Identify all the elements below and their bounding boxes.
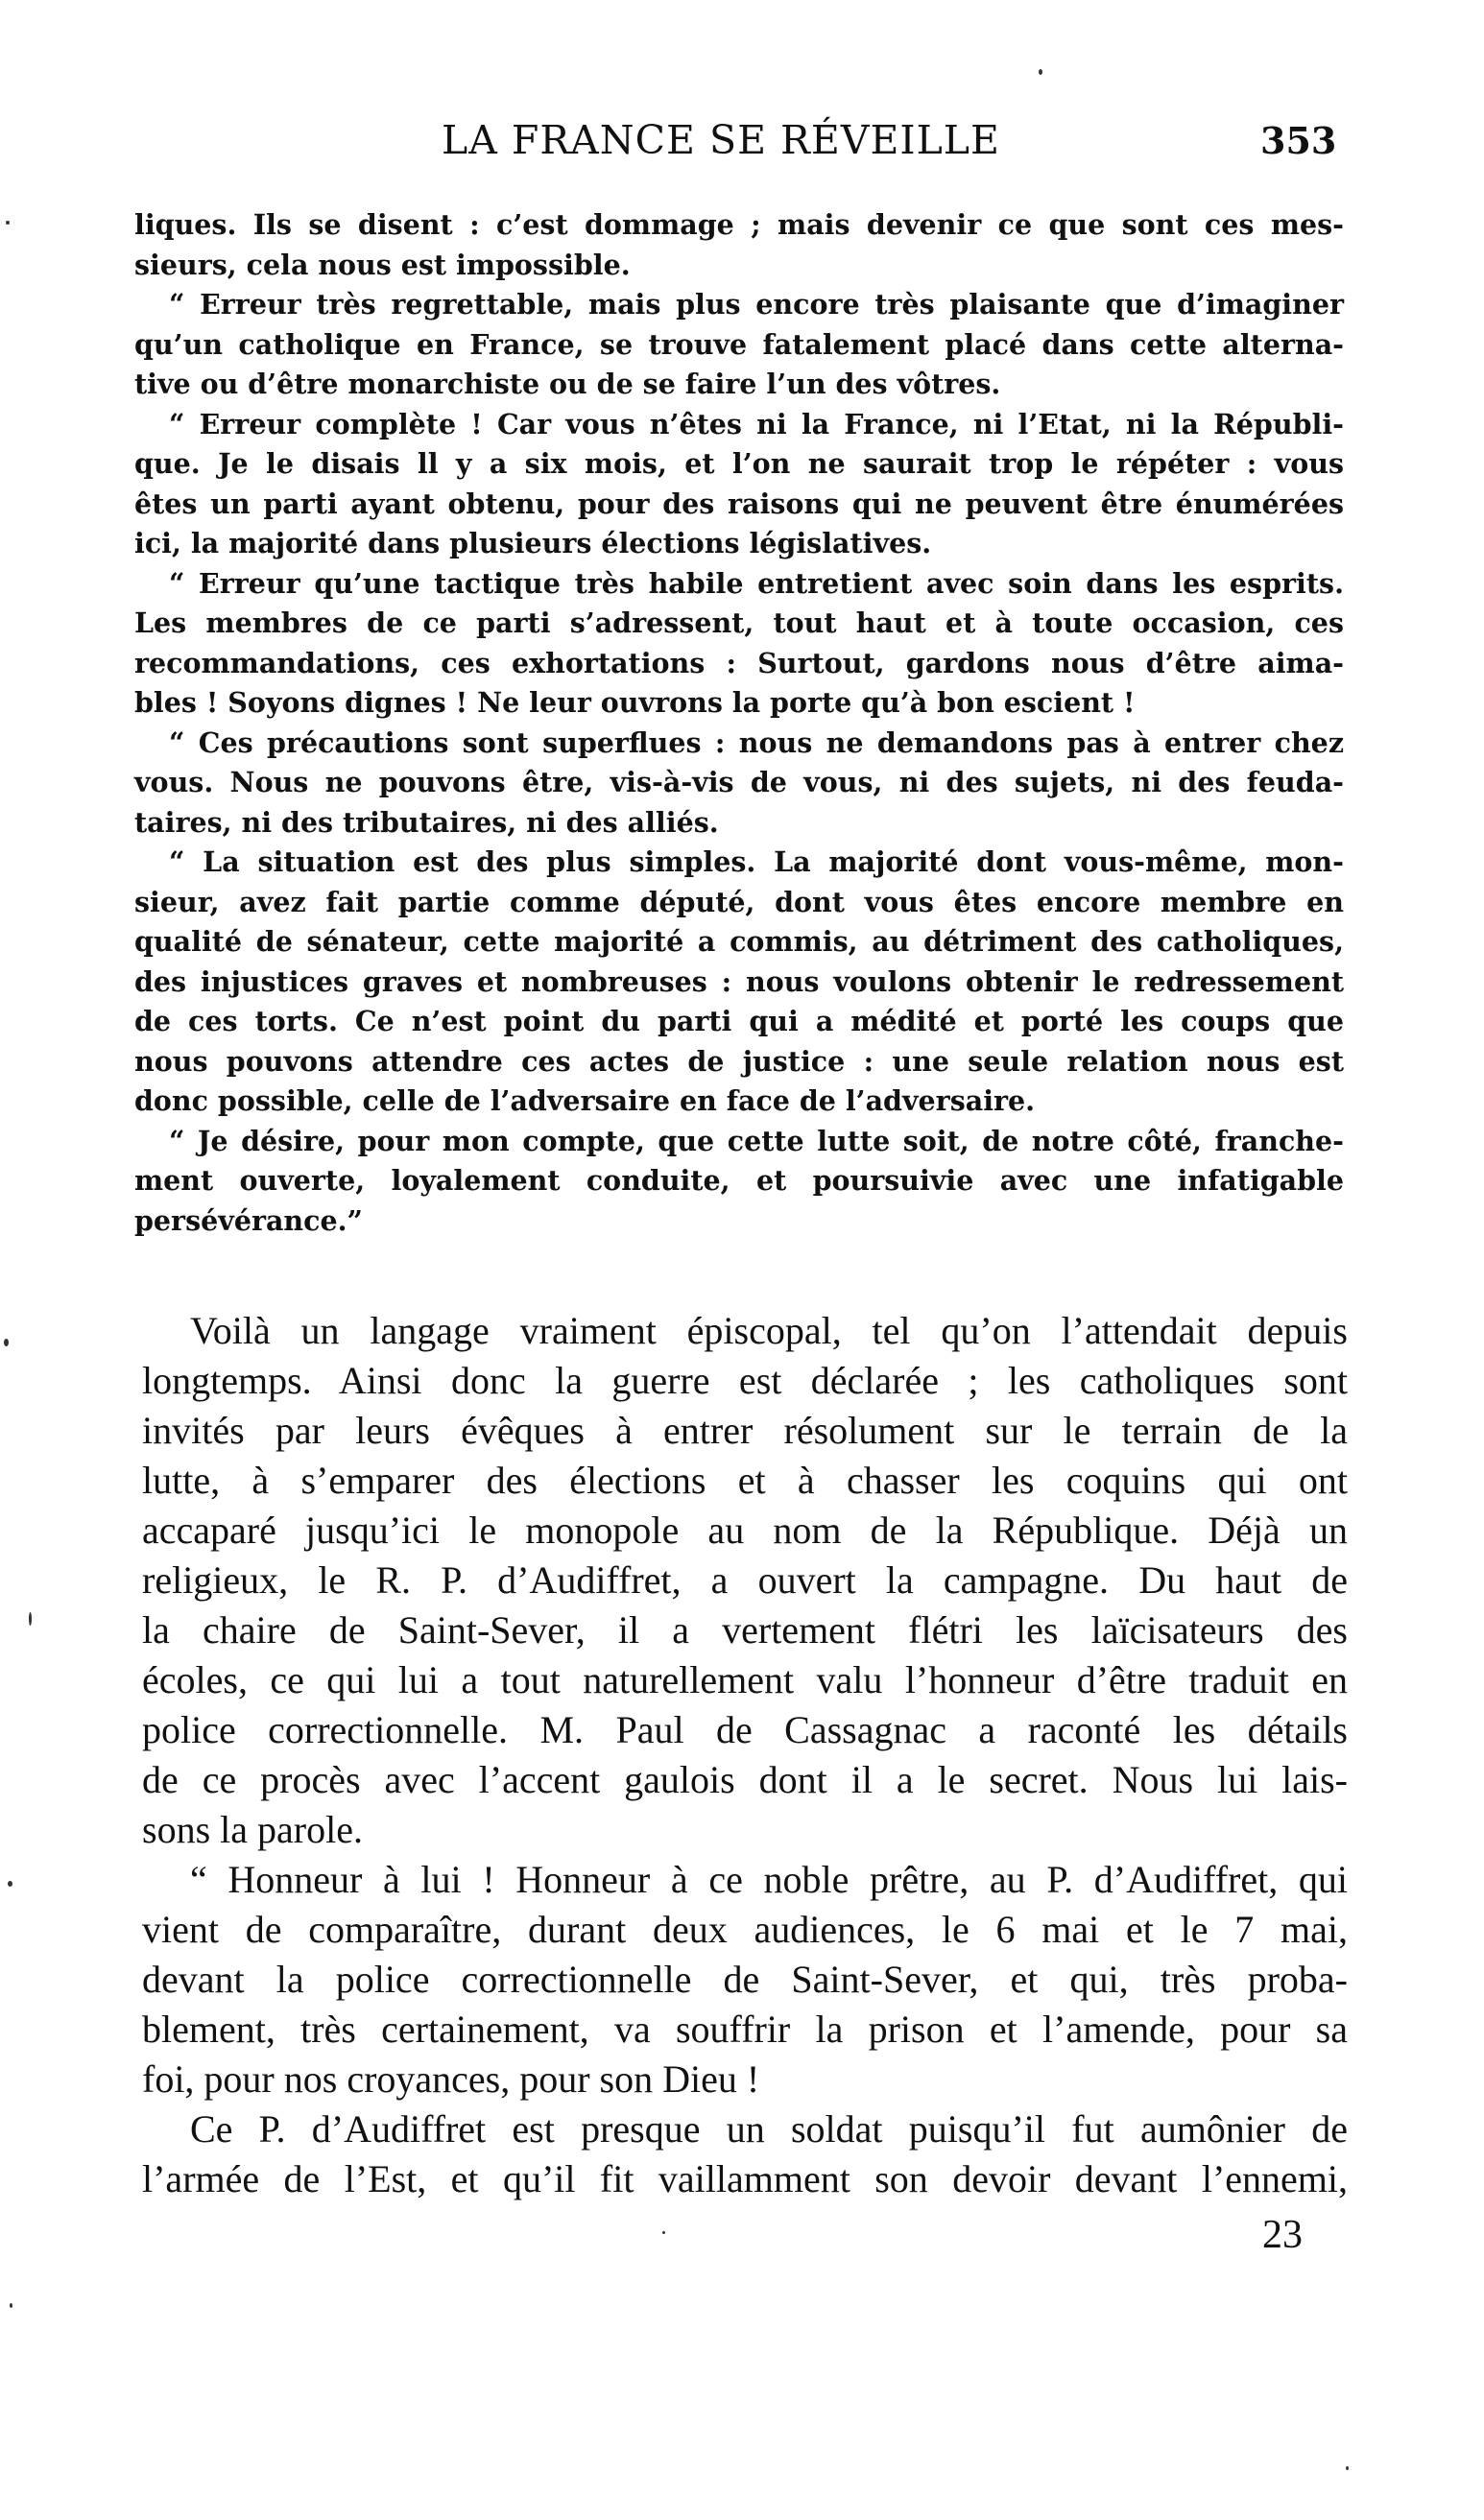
paper-speck bbox=[4, 1339, 9, 1346]
body-line: Voilà un langage vraiment épiscopal, tel qu’on l’attendait depuis bbox=[190, 1309, 1348, 1352]
body-line: la chaire de Saint-Sever, il a vertement flétri les laïcisateurs des bbox=[142, 1608, 1348, 1652]
page-number: 353 bbox=[1260, 119, 1337, 162]
quote-line: donc possible, celle de l’adversaire en face de l’adversaire. bbox=[134, 1084, 1036, 1117]
quote-line: taires, ni des tributaires, ni des alliés. bbox=[134, 805, 719, 839]
paper-speck bbox=[6, 221, 10, 225]
body-line: vient de comparaître, durant deux audiences, le 6 mai et le 7 mai, bbox=[142, 1908, 1348, 1951]
quote-line: sieurs, cela nous est impossible. bbox=[134, 248, 631, 281]
body-line: accaparé jusqu’ici le monopole au nom de la République. Déjà un bbox=[142, 1509, 1348, 1552]
body-line: écoles, ce qui lui a tout naturellement valu l’honneur d’être traduit en bbox=[142, 1658, 1348, 1701]
quote-line: “ Je désire, pour mon compte, que cette lutte soit, de notre côté, franche- bbox=[169, 1124, 1344, 1157]
quote-line: qu’un catholique en France, se trouve fatalement placé dans cette alterna- bbox=[134, 327, 1344, 361]
quote-line: ment ouverte, loyalement conduite, et poursuivie avec une infatigable bbox=[134, 1164, 1344, 1197]
body-line: “ Honneur à lui ! Honneur à ce noble prêtre, au P. d’Audiffret, qui bbox=[190, 1858, 1348, 1901]
quoted-letter-block bbox=[134, 205, 1344, 1241]
body-line: foi, pour nos croyances, pour son Dieu ! bbox=[142, 2057, 760, 2101]
paper-speck bbox=[8, 1881, 12, 1887]
body-line: sons la parole. bbox=[142, 1808, 363, 1851]
quote-line: “ La situation est des plus simples. La majorité dont vous-même, mon- bbox=[169, 845, 1344, 878]
body-line: lutte, à s’emparer des élections et à chasser les coquins qui ont bbox=[142, 1459, 1348, 1502]
body-line: blement, très certainement, va souffrir la prison et l’amende, pour sa bbox=[142, 2008, 1348, 2051]
running-head-title: LA FRANCE SE RÉVEILLE bbox=[442, 117, 1000, 163]
quote-line: “ Erreur très regrettable, mais plus encore très plaisante que d’imaginer bbox=[169, 288, 1344, 321]
body-line: l’armée de l’Est, et qu’il fit vaillamment son devoir devant l’ennemi, bbox=[142, 2157, 1348, 2200]
quote-line: recommandations, ces exhortations : Surtout, gardons nous d’être aima- bbox=[134, 646, 1344, 679]
body-line: invités par leurs évêques à entrer résolument sur le terrain de la bbox=[142, 1409, 1348, 1452]
quote-line: nous pouvons attendre ces actes de justice : une seule relation nous est bbox=[134, 1044, 1344, 1078]
quote-line: des injustices graves et nombreuses : nous voulons obtenir le redressement bbox=[134, 964, 1344, 998]
signature-mark: 23 bbox=[1262, 2213, 1303, 2257]
quote-line: “ Erreur complète ! Car vous n’êtes ni la France, ni l’Etat, ni la Républi- bbox=[169, 407, 1344, 440]
quote-line: qualité de sénateur, cette majorité a commis, au détriment des catholiques, bbox=[134, 925, 1344, 958]
body-line: de ce procès avec l’accent gaulois dont il a le secret. Nous lui lais- bbox=[142, 1758, 1348, 1801]
paper-speck bbox=[1346, 2466, 1349, 2470]
paper-speck bbox=[10, 2303, 12, 2308]
quote-line: Les membres de ce parti s’adressent, tout haut et à toute occasion, ces bbox=[134, 606, 1344, 639]
quote-line: de ces torts. Ce n’est point du parti qui a médité et porté les coups que bbox=[134, 1005, 1344, 1037]
body-line: police correctionnelle. M. Paul de Cassagnac a raconté les détails bbox=[142, 1708, 1348, 1751]
quote-line: vous. Nous ne pouvons être, vis-à-vis de vous, ni des sujets, ni des feuda- bbox=[134, 766, 1344, 798]
body-line: Ce P. d’Audiffret est presque un soldat puisqu’il fut aumônier de bbox=[190, 2107, 1348, 2151]
quote-line: liques. Ils se disent : c’est dommage ; mais devenir ce que sont ces mes- bbox=[134, 208, 1344, 241]
body-line: devant la police correctionnelle de Saint-Sever, et qui, très proba- bbox=[142, 1958, 1348, 2001]
quote-line: que. Je le disais ll y a six mois, et l’on ne saurait trop le répéter : vous bbox=[134, 447, 1344, 480]
quote-line: êtes un parti ayant obtenu, pour des raisons qui ne peuvent être énumérées bbox=[134, 487, 1344, 520]
body-text-block bbox=[142, 1306, 1348, 2204]
quote-line: sieur, avez fait partie comme député, dont vous êtes encore membre en bbox=[134, 885, 1344, 918]
quote-line: persévérance.” bbox=[134, 1203, 363, 1237]
quote-line: bles ! Soyons dignes ! Ne leur ouvrons la porte qu’à bon escient ! bbox=[134, 686, 1136, 719]
paper-speck bbox=[29, 1612, 32, 1626]
body-line: longtemps. Ainsi donc la guerre est déclarée ; les catholiques sont bbox=[142, 1359, 1348, 1402]
quote-line: ici, la majorité dans plusieurs élections législatives. bbox=[134, 527, 932, 559]
paper-speck bbox=[662, 2231, 665, 2234]
body-line: religieux, le R. P. d’Audiffret, a ouvert la campagne. Du haut de bbox=[142, 1558, 1348, 1602]
paper-speck bbox=[1039, 69, 1042, 75]
quote-line: “ Erreur qu’une tactique très habile entretient avec soin dans les esprits. bbox=[169, 566, 1344, 600]
quote-line: tive ou d’être monarchiste ou de se faire l’un des vôtres. bbox=[134, 368, 1001, 400]
quote-line: “ Ces précautions sont superflues : nous ne demandons pas à entrer chez bbox=[169, 725, 1344, 759]
